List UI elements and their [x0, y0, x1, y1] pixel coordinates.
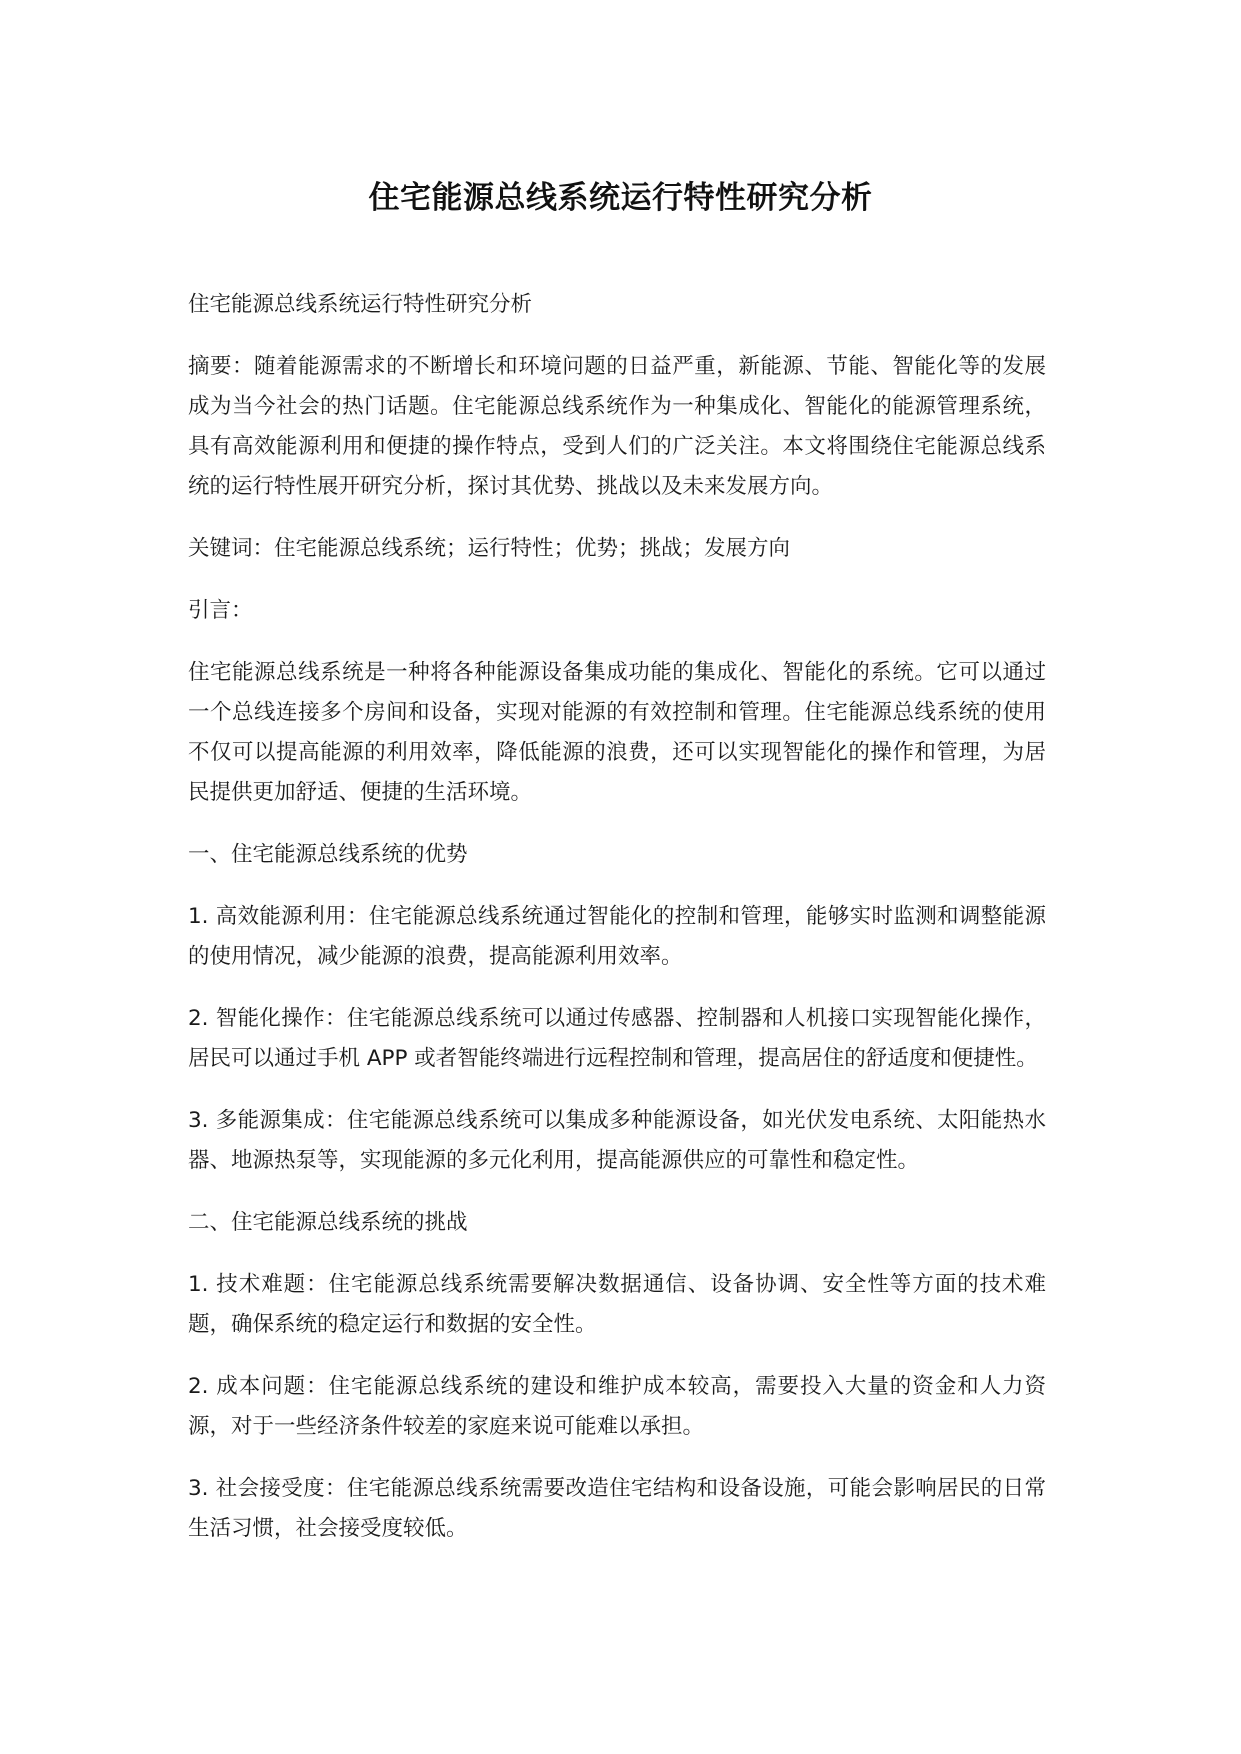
challenge-item: 1. 技术难题：住宅能源总线系统需要解决数据通信、设备协调、安全性等方面的技术难题，确保系统的稳定运行和数据的安全性。 [188, 1272, 1046, 1337]
section-heading-advantages: 一、住宅能源总线系统的优势 [188, 842, 468, 867]
document-subtitle: 住宅能源总线系统运行特性研究分析 [188, 292, 533, 317]
introduction-paragraph: 住宅能源总线系统是一种将各种能源设备集成功能的集成化、智能化的系统。它可以通过一个总线连接多个房间和设备，实现对能源的有效控制和管理。住宅能源总线系统的使用不仅可以提高能源的利用效率，降低能源的浪费，还可以实现智能化的操作和管理，为居民提供更加舒适、便捷的生活环境。 [188, 660, 1046, 805]
advantage-item: 3. 多能源集成：住宅能源总线系统可以集成多种能源设备，如光伏发电系统、太阳能热水器、地源热泵等，实现能源的多元化利用，提高能源供应的可靠性和稳定性。 [188, 1108, 1046, 1173]
advantage-item: 1. 高效能源利用：住宅能源总线系统通过智能化的控制和管理，能够实时监测和调整能源的使用情况，减少能源的浪费，提高能源利用效率。 [188, 904, 1046, 969]
section-heading-challenges: 二、住宅能源总线系统的挑战 [188, 1210, 468, 1235]
document-title: 住宅能源总线系统运行特性研究分析 [368, 180, 873, 216]
challenge-item: 3. 社会接受度：住宅能源总线系统需要改造住宅结构和设备设施，可能会影响居民的日常生活习惯，社会接受度较低。 [188, 1476, 1046, 1541]
challenge-item: 2. 成本问题：住宅能源总线系统的建设和维护成本较高，需要投入大量的资金和人力资源，对于一些经济条件较差的家庭来说可能难以承担。 [188, 1374, 1046, 1439]
advantage-item: 2. 智能化操作：住宅能源总线系统可以通过传感器、控制器和人机接口实现智能化操作，居民可以通过手机 APP 或者智能终端进行远程控制和管理，提高居住的舒适度和便捷性。 [188, 1006, 1046, 1071]
introduction-label: 引言： [188, 598, 253, 623]
abstract-paragraph: 摘要：随着能源需求的不断增长和环境问题的日益严重，新能源、节能、智能化等的发展成为当今社会的热门话题。住宅能源总线系统作为一种集成化、智能化的能源管理系统，具有高效能源利用和便捷的操作特点，受到人们的广泛关注。本文将围绕住宅能源总线系统的运行特性展开研究分析，探讨其优势、挑战以及未来发展方向。 [188, 354, 1046, 499]
keywords-paragraph: 关键词：住宅能源总线系统；运行特性；优势；挑战；发展方向 [188, 536, 791, 561]
document-body [188, 285, 1046, 1571]
